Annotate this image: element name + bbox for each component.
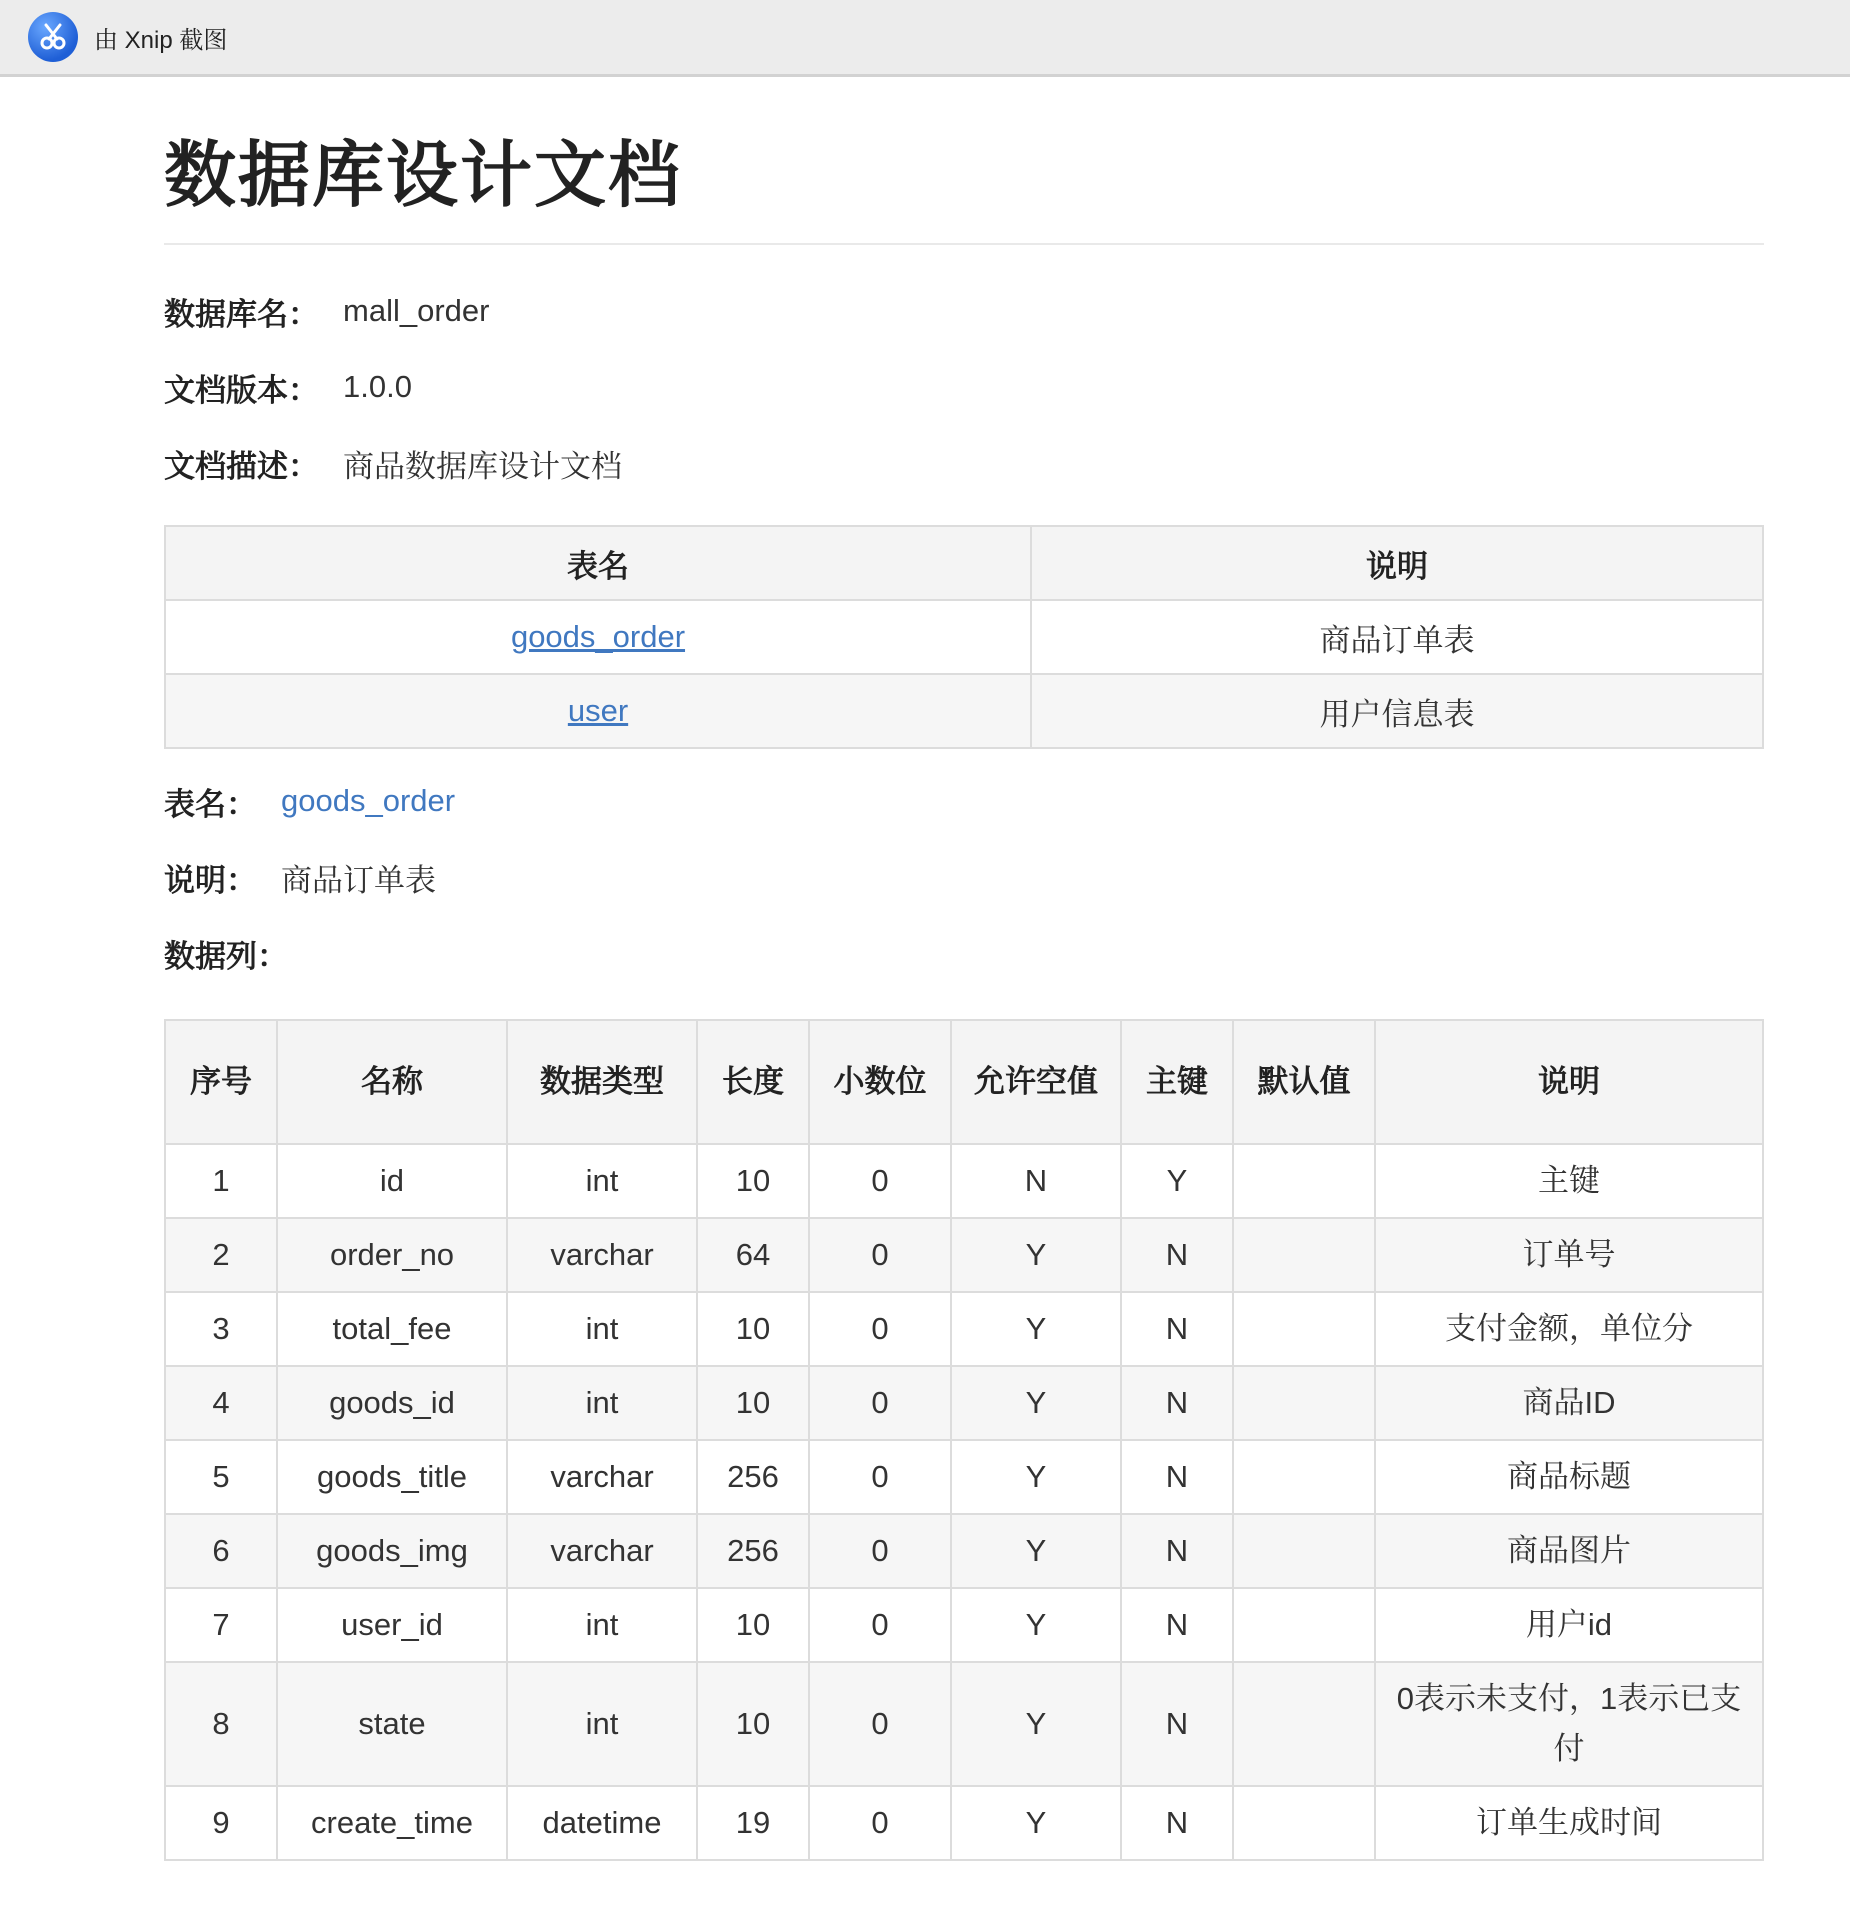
cell-decimals: 0 [809, 1218, 951, 1292]
cell-description: 主键 [1375, 1144, 1763, 1218]
cell-default [1233, 1366, 1375, 1440]
meta-label: 数据库名： [164, 296, 319, 332]
table-header-row [165, 1020, 1763, 1144]
header-description: 说明 [1375, 1020, 1763, 1144]
cell-decimals: 0 [809, 1292, 951, 1366]
page-title: 数据库设计文档 [164, 117, 1764, 245]
cell-name: state [277, 1662, 507, 1786]
cell-type: varchar [507, 1514, 697, 1588]
cell-description: 商品标题 [1375, 1440, 1763, 1514]
cell-nullable: Y [951, 1786, 1121, 1860]
cell-decimals: 0 [809, 1786, 951, 1860]
cell-nullable: Y [951, 1514, 1121, 1588]
meta-label: 文档描述： [164, 448, 319, 484]
cell-description: 商品图片 [1375, 1514, 1763, 1588]
cell-type: int [507, 1588, 697, 1662]
cell-default [1233, 1588, 1375, 1662]
cell-name: goods_img [277, 1514, 507, 1588]
meta-value: 商品数据库设计文档 [343, 448, 622, 484]
cell-nullable: Y [951, 1662, 1121, 1786]
header-length: 长度 [697, 1020, 809, 1144]
cell-name: goods_title [277, 1440, 507, 1514]
header-default: 默认值 [1233, 1020, 1375, 1144]
cell-default [1233, 1514, 1375, 1588]
cell-decimals: 0 [809, 1144, 951, 1218]
cell-description: 订单生成时间 [1375, 1786, 1763, 1860]
cell-seq: 7 [165, 1588, 277, 1662]
cell-description: 商品ID [1375, 1366, 1763, 1440]
columns-table [164, 1019, 1764, 1861]
table-detail-meta [164, 763, 1764, 991]
cell-seq: 5 [165, 1440, 277, 1514]
table-row [165, 1786, 1763, 1860]
cell-seq: 2 [165, 1218, 277, 1292]
cell-name: order_no [277, 1218, 507, 1292]
cell-primary-key: N [1121, 1514, 1233, 1588]
header-primary-key: 主键 [1121, 1020, 1233, 1144]
meta-doc-version [164, 349, 1764, 425]
detail-value: 商品订单表 [281, 862, 436, 898]
header-description: 说明 [1031, 526, 1763, 600]
cell-nullable: Y [951, 1588, 1121, 1662]
meta-label: 文档版本： [164, 372, 319, 408]
cell-decimals: 0 [809, 1662, 951, 1786]
table-row [165, 1662, 1763, 1786]
cell-primary-key: N [1121, 1786, 1233, 1860]
cell-description: 支付金额，单位分 [1375, 1292, 1763, 1366]
cell-seq: 8 [165, 1662, 277, 1786]
cell-type: varchar [507, 1218, 697, 1292]
document-content [164, 77, 1764, 1861]
xnip-logo-icon[interactable] [28, 12, 78, 62]
cell-type: int [507, 1292, 697, 1366]
cell-description: 订单号 [1375, 1218, 1763, 1292]
cell-default [1233, 1440, 1375, 1514]
cell-primary-key: N [1121, 1218, 1233, 1292]
header-seq: 序号 [165, 1020, 277, 1144]
cell-length: 256 [697, 1514, 809, 1588]
cell-nullable: Y [951, 1440, 1121, 1514]
meta-doc-description [164, 425, 1764, 501]
detail-label: 说明： [164, 862, 257, 898]
cell-length: 19 [697, 1786, 809, 1860]
table-row [165, 1588, 1763, 1662]
header-name: 名称 [277, 1020, 507, 1144]
cell-type: int [507, 1366, 697, 1440]
header-table-name: 表名 [165, 526, 1031, 600]
cell-primary-key: Y [1121, 1144, 1233, 1218]
cell-length: 10 [697, 1144, 809, 1218]
cell-seq: 1 [165, 1144, 277, 1218]
cell-name: create_time [277, 1786, 507, 1860]
table-row [165, 600, 1763, 674]
header-type: 数据类型 [507, 1020, 697, 1144]
cell-primary-key: N [1121, 1292, 1233, 1366]
cell-nullable: Y [951, 1292, 1121, 1366]
cell-name: total_fee [277, 1292, 507, 1366]
cell-default [1233, 1218, 1375, 1292]
cell-type: int [507, 1144, 697, 1218]
cell-type: datetime [507, 1786, 697, 1860]
detail-table-name [164, 763, 1764, 839]
table-row [165, 1514, 1763, 1588]
detail-table-name-link[interactable]: goods_order [281, 783, 456, 818]
table-link-goods-order[interactable]: goods_order [510, 619, 686, 654]
cell-default [1233, 1292, 1375, 1366]
cell-seq: 9 [165, 1786, 277, 1860]
table-row [165, 1366, 1763, 1440]
table-desc-cell: 商品订单表 [1031, 600, 1763, 674]
cell-length: 10 [697, 1366, 809, 1440]
cell-default [1233, 1786, 1375, 1860]
cell-primary-key: N [1121, 1440, 1233, 1514]
meta-db-name [164, 273, 1764, 349]
table-desc-cell: 用户信息表 [1031, 674, 1763, 748]
table-row [165, 674, 1763, 748]
db-meta [164, 273, 1764, 501]
cell-decimals: 0 [809, 1440, 951, 1514]
cell-primary-key: N [1121, 1366, 1233, 1440]
meta-value: 1.0.0 [343, 369, 412, 404]
cell-decimals: 0 [809, 1366, 951, 1440]
cell-primary-key: N [1121, 1588, 1233, 1662]
detail-table-desc [164, 839, 1764, 915]
detail-label: 数据列： [164, 938, 288, 974]
cell-primary-key: N [1121, 1662, 1233, 1786]
cell-nullable: Y [951, 1218, 1121, 1292]
columns-body [165, 1144, 1763, 1860]
cell-length: 64 [697, 1218, 809, 1292]
cell-type: int [507, 1662, 697, 1786]
header-nullable: 允许空值 [951, 1020, 1121, 1144]
cell-seq: 6 [165, 1514, 277, 1588]
cell-length: 256 [697, 1440, 809, 1514]
screenshot-toolbar [0, 0, 1850, 77]
table-header-row [165, 526, 1763, 600]
cell-decimals: 0 [809, 1514, 951, 1588]
cell-default [1233, 1662, 1375, 1786]
cell-nullable: Y [951, 1366, 1121, 1440]
cell-length: 10 [697, 1588, 809, 1662]
tables-index [164, 525, 1764, 749]
table-row [165, 1144, 1763, 1218]
cell-length: 10 [697, 1292, 809, 1366]
cell-default [1233, 1144, 1375, 1218]
table-link-user[interactable]: user [567, 693, 629, 728]
cell-type: varchar [507, 1440, 697, 1514]
table-row [165, 1292, 1763, 1366]
app-title: 由 Xnip 截图 [94, 26, 228, 54]
cell-length: 10 [697, 1662, 809, 1786]
cell-name: goods_id [277, 1366, 507, 1440]
detail-label: 表名： [164, 786, 257, 822]
table-row [165, 1218, 1763, 1292]
cell-seq: 3 [165, 1292, 277, 1366]
cell-description: 0表示未支付，1表示已支付 [1375, 1662, 1763, 1786]
cell-decimals: 0 [809, 1588, 951, 1662]
cell-description: 用户id [1375, 1588, 1763, 1662]
cell-name: id [277, 1144, 507, 1218]
cell-name: user_id [277, 1588, 507, 1662]
table-name-cell [165, 600, 1031, 674]
table-row [165, 1440, 1763, 1514]
header-decimals: 小数位 [809, 1020, 951, 1144]
meta-value: mall_order [343, 293, 490, 328]
cell-seq: 4 [165, 1366, 277, 1440]
table-name-cell [165, 674, 1031, 748]
cell-nullable: N [951, 1144, 1121, 1218]
detail-columns-heading [164, 915, 1764, 991]
